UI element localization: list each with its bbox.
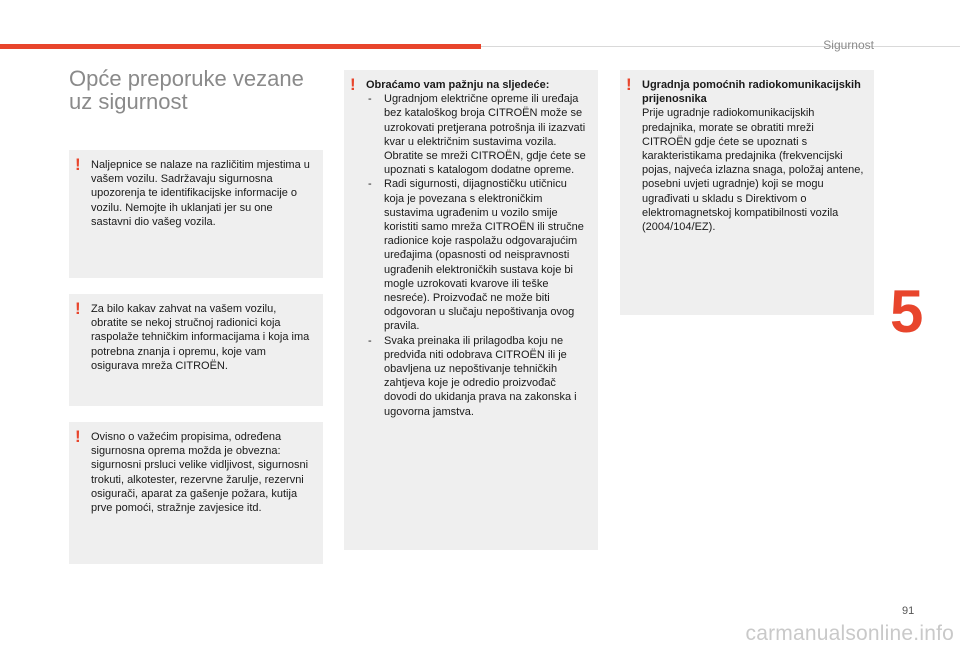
note-attention — [344, 70, 598, 550]
radio-text: Prije ugradnje radiokomunikacijskih predajnika, morate se obratiti mreži CITROËN gdje ćete se upoznati s karakteristikama predajnika (frekvencijski pojas, najveća izlazna snaga, položaj antene, posebni uvjeti ugradnje) koji se mogu ugrađivati u skladu s Direktivom o elektromagnetskoj kompatibilnosti vozila (2004/104/EZ). — [642, 107, 864, 234]
warning-icon: ! — [75, 155, 81, 174]
note-service — [69, 294, 323, 406]
list-item: - Radi sigurnosti, dijagnostičku utičnicu koja je povezana s elektroničkim sustavima ugrađenim u vozilo smije koristiti samo mreža CITROËN ili stručne radionice koje raspolažu odgovarajućim uređajima (opasnosti od neispravnosti ugrađenih elektroničkih sustava koje bi mogle uzrokovati kvarove ili teške nesreće). Proizvođač ne može biti odgovoran u slučaju nepoštivanja ovog pravila. — [366, 177, 588, 333]
warning-icon: ! — [626, 75, 632, 94]
warning-icon: ! — [75, 299, 81, 318]
note-text: Za bilo kakav zahvat na vašem vozilu, obratite se nekoj stručnoj radionici koja raspolaže tehničkim informacijama i koja ima potrebna znanja i opremu, koje vam osigurava mreža CITROËN. — [91, 303, 310, 372]
note-text: Naljepnice se nalaze na različitim mjestima u vašem vozilu. Sadržavaju sigurnosna upozorenja te identifikacijske informacije o vozilu. Nemojte ih uklanjati jer su one sastavni dio vašeg vozila. — [91, 159, 310, 228]
warning-icon: ! — [350, 75, 356, 94]
list-item: - Ugradnjom električne opreme ili uređaja bez kataloškog broja CITROËN može se uzrokovati pretjerana potrošnja ili izazvati kvar u električnim sustavima vozila. Obratite se mreži CITROËN, gdje ćete se upoznati s katalogom dodatne opreme. — [366, 92, 588, 177]
attention-list — [366, 92, 588, 419]
note-labels — [69, 150, 323, 278]
warning-icon: ! — [75, 427, 81, 446]
section-label: Sigurnost — [823, 38, 874, 52]
page-title: Opće preporuke vezane uz sigurnost — [69, 66, 304, 114]
top-divider — [481, 46, 960, 47]
note-equipment — [69, 422, 323, 564]
page-number: 91 — [902, 605, 915, 617]
note-text: Ovisno o važećim propisima, određena sigurnosna oprema možda je obvezna: sigurnosni prsluci velike vidljivost, sigurnosni trokuti, alkotester, rezervne žarulje, rezervni osigurači, aparat za gašenje požara, kutija prve pomoći, stražnje zavjesice itd. — [91, 431, 309, 515]
top-accent-bar — [0, 44, 481, 49]
chapter-number: 5 — [890, 278, 924, 345]
list-item: - Svaka preinaka ili prilagodba koju ne predviđa niti odobrava CITROËN ili je obavljena uz nepoštivanje tehničkih zahtjeva koje je odredio proizvođač dovodi do ukidanja prava na zakonska i ugovorna jamstva. — [366, 334, 588, 419]
note-radio — [620, 70, 874, 315]
attention-heading: Obraćamo vam pažnju na sljedeće: — [366, 79, 550, 91]
radio-heading: Ugradnja pomoćnih radiokomunikacijskih prijenosnika — [642, 79, 861, 106]
watermark: carmanualsonline.info — [745, 622, 954, 645]
